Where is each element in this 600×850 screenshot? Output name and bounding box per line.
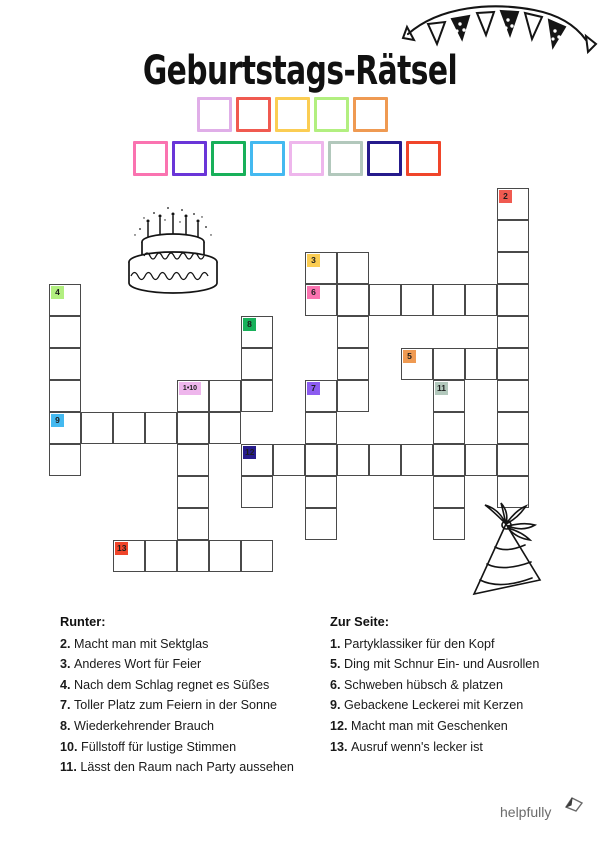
- crossword-cell[interactable]: [305, 252, 337, 284]
- clue-text: Wiederkehrender Brauch: [74, 718, 215, 733]
- crossword-cell[interactable]: [49, 444, 81, 476]
- crossword-cell[interactable]: [465, 284, 497, 316]
- clue-down-2: [60, 634, 326, 655]
- crossword-cell[interactable]: [113, 540, 145, 572]
- clue-text: Macht man mit Geschenken: [351, 718, 508, 733]
- crossword-cell[interactable]: [305, 508, 337, 540]
- brand-logo: [500, 796, 584, 826]
- crossword-cell[interactable]: [145, 412, 177, 444]
- crossword-cell[interactable]: [497, 444, 529, 476]
- clue-text: Nach dem Schlag regnet es Süßes: [74, 677, 270, 692]
- clue-across-12: [330, 716, 586, 737]
- crossword-cell[interactable]: [305, 444, 337, 476]
- clues-across: [330, 612, 586, 757]
- cell-number-1-10: 1•10: [179, 382, 201, 395]
- clue-number: 11.: [60, 760, 81, 775]
- clue-down-4: [60, 675, 326, 696]
- page-title: Geburtstags-Rätsel: [142, 48, 458, 95]
- clue-down-10: [60, 737, 326, 758]
- clues-across-list: [330, 634, 586, 758]
- crossword-cell[interactable]: [273, 444, 305, 476]
- clue-text: Ausruf wenn's lecker ist: [351, 739, 483, 754]
- crossword-cell[interactable]: [497, 284, 529, 316]
- clue-down-7: [60, 695, 326, 716]
- crossword-cell[interactable]: [49, 380, 81, 412]
- clue-down-3: [60, 654, 326, 675]
- cell-number-4: 4: [51, 286, 64, 299]
- crossword-cell[interactable]: [241, 380, 273, 412]
- crossword-cell[interactable]: [241, 476, 273, 508]
- cell-number-8: 8: [243, 318, 256, 331]
- crossword-cell[interactable]: [401, 348, 433, 380]
- crossword-cell[interactable]: [433, 284, 465, 316]
- crossword-cell[interactable]: [177, 540, 209, 572]
- birthday-cake-icon: [118, 205, 236, 315]
- crossword-cell[interactable]: [433, 508, 465, 540]
- clue-text: Toller Platz zum Feiern in der Sonne: [74, 698, 278, 713]
- crossword-cell[interactable]: [305, 380, 337, 412]
- crossword-cell[interactable]: [241, 540, 273, 572]
- crossword-cell[interactable]: [401, 284, 433, 316]
- clue-text: Schweben hübsch & platzen: [344, 677, 503, 692]
- crossword-cell[interactable]: [337, 316, 369, 348]
- clue-number: 13.: [330, 739, 352, 754]
- crossword-cell[interactable]: [337, 252, 369, 284]
- clue-number: 12.: [330, 718, 352, 733]
- cell-number-5: 5: [403, 350, 416, 363]
- crossword-cell[interactable]: [497, 316, 529, 348]
- crossword-cell[interactable]: [81, 412, 113, 444]
- clue-across-6: [330, 675, 586, 696]
- crossword-cell[interactable]: [209, 540, 241, 572]
- clue-number: 10.: [60, 739, 82, 754]
- clue-text: Gebackene Leckerei mit Kerzen: [344, 698, 524, 713]
- clue-text: Anderes Wort für Feier: [74, 657, 202, 672]
- crossword-cell[interactable]: [433, 348, 465, 380]
- cell-number-11: 11: [437, 383, 446, 393]
- clue-number: 4.: [60, 677, 75, 692]
- crossword-cell[interactable]: [241, 348, 273, 380]
- crossword-cell[interactable]: [465, 348, 497, 380]
- clues-down-heading: Runter:: [60, 614, 106, 629]
- crossword-cell[interactable]: [497, 412, 529, 444]
- crossword-cell[interactable]: [337, 380, 369, 412]
- crossword-cell[interactable]: [145, 540, 177, 572]
- crossword-cell[interactable]: [497, 220, 529, 252]
- clue-text: Partyklassiker für den Kopf: [344, 636, 495, 651]
- clue-text: Füllstoff für lustige Stimmen: [81, 739, 237, 754]
- clue-across-9: [330, 695, 586, 716]
- crossword-cell[interactable]: [49, 284, 81, 316]
- crossword-cell[interactable]: [497, 380, 529, 412]
- crossword-cell[interactable]: [337, 348, 369, 380]
- crossword-cell[interactable]: [305, 476, 337, 508]
- clue-number: 6.: [330, 677, 345, 692]
- crossword-cell[interactable]: [497, 188, 529, 220]
- crossword-cell[interactable]: [209, 380, 241, 412]
- crossword-cell[interactable]: [49, 412, 81, 444]
- crossword-cell[interactable]: [433, 476, 465, 508]
- cell-number-7: 7: [307, 382, 320, 395]
- clues-down-list: [60, 634, 326, 778]
- crossword-cell[interactable]: [177, 444, 209, 476]
- crossword-cell[interactable]: [369, 444, 401, 476]
- crossword-cell[interactable]: [177, 380, 209, 412]
- crossword-cell[interactable]: [49, 316, 81, 348]
- crossword-cell[interactable]: [369, 284, 401, 316]
- clue-text: Lässt den Raum nach Party aussehen: [80, 760, 294, 775]
- cell-number-3: 3: [307, 254, 320, 267]
- crossword-cell[interactable]: [401, 444, 433, 476]
- brand-logo-text: helpfully: [500, 804, 552, 820]
- clue-number: 8.: [60, 718, 75, 733]
- crossword-cell[interactable]: [305, 284, 337, 316]
- cell-number-9: 9: [51, 414, 64, 427]
- crossword-cell[interactable]: [177, 508, 209, 540]
- crossword-cell[interactable]: [241, 316, 273, 348]
- clue-number: 2.: [60, 636, 75, 651]
- clue-text: Ding mit Schnur Ein- und Ausrollen: [344, 657, 540, 672]
- clue-number: 7.: [60, 698, 75, 713]
- cell-number-13: 13: [117, 543, 127, 553]
- clue-down-8: [60, 716, 326, 737]
- clue-number: 3.: [60, 657, 75, 672]
- crossword-cell[interactable]: [49, 348, 81, 380]
- clue-across-13: [330, 737, 586, 758]
- crossword-cell[interactable]: [497, 348, 529, 380]
- cell-number-12: 12: [245, 447, 255, 457]
- clues-across-heading: Zur Seite:: [330, 614, 390, 629]
- cell-number-2: 2: [499, 190, 512, 203]
- clue-across-1: [330, 634, 586, 655]
- crossword-cell[interactable]: [305, 412, 337, 444]
- clue-number: 1.: [330, 636, 345, 651]
- crossword-cell[interactable]: [177, 412, 209, 444]
- crossword-cell[interactable]: [433, 380, 465, 412]
- clue-down-11: [60, 757, 326, 778]
- clue-text: Macht man mit Sektglas: [74, 636, 209, 651]
- cell-number-6: 6: [307, 286, 320, 299]
- clue-across-5: [330, 654, 586, 675]
- crossword-cell[interactable]: [209, 412, 241, 444]
- crossword-cell[interactable]: [433, 412, 465, 444]
- crossword-cell[interactable]: [465, 444, 497, 476]
- crossword-cell[interactable]: [113, 412, 145, 444]
- crossword-cell[interactable]: [337, 284, 369, 316]
- crossword-cell[interactable]: [177, 476, 209, 508]
- crossword-cell[interactable]: [337, 444, 369, 476]
- crossword-cell[interactable]: [497, 252, 529, 284]
- crossword-cell[interactable]: [241, 444, 273, 476]
- party-hat-icon: [462, 502, 554, 600]
- clues-down: [60, 612, 326, 778]
- clue-number: 9.: [330, 698, 345, 713]
- crossword-cell[interactable]: [433, 444, 465, 476]
- kite-mark-icon: [562, 796, 584, 818]
- clue-number: 5.: [330, 657, 345, 672]
